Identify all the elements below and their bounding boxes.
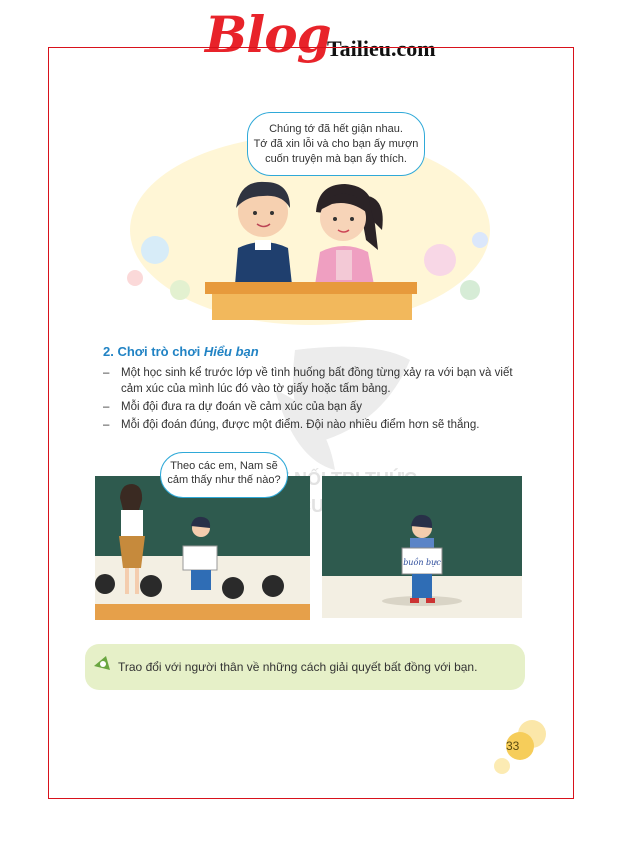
student-head <box>95 574 115 594</box>
logo-site-text: Tailieu.com <box>327 36 436 61</box>
logo-blog-text: Blog <box>205 5 331 64</box>
speech-line: Theo các em, Nam sẽ <box>170 460 278 472</box>
instruction-item: – Một học sinh kể trước lớp về tình huống bất đồng từng xảy ra với bạn và viết cảm xúc của mình lúc đó vào tờ giấy hoặc tấm bảng. <box>103 365 533 397</box>
section-number: 2. Chơi trò chơi <box>103 344 204 359</box>
megaphone-icon <box>92 652 114 674</box>
watermark-line-1: NỐI <box>294 469 327 489</box>
decor-bubble <box>170 280 190 300</box>
page-number: 33 <box>506 739 520 753</box>
decor-bubble <box>460 280 480 300</box>
student-closeup-illustration <box>322 476 522 618</box>
student-head <box>140 575 162 597</box>
student-head <box>262 575 284 597</box>
speech-line: cảm thấy như thế nào? <box>167 474 281 486</box>
speech-line: Chúng tớ đã hết giận nhau. <box>269 123 403 135</box>
speech-line: cuốn truyện mà bạn ấy thích. <box>265 153 407 165</box>
speech-line: Tớ đã xin lỗi và cho bạn ấy mượn <box>253 138 419 150</box>
decor-bubble <box>141 236 169 264</box>
speech-bubble-teacher <box>160 452 288 498</box>
home-activity-text: Trao đổi với người thân về những cách giải quyết bất đồng với bạn. <box>118 660 478 674</box>
decor-bubble <box>472 232 488 248</box>
page-number-decoration <box>488 714 558 784</box>
student-head <box>222 577 244 599</box>
desk-top <box>205 282 417 294</box>
speech-bubble-top <box>247 112 425 176</box>
game-instructions <box>103 365 533 435</box>
feeling-board-text: buồn bực <box>403 558 441 567</box>
decor-bubble <box>127 270 143 286</box>
desk-front <box>212 294 412 320</box>
instruction-item: – Mỗi đội đoán đúng, được một điểm. Đội nào nhiều điểm hơn sẽ thắng. <box>103 417 533 433</box>
decor-bubble <box>424 244 456 276</box>
instruction-item: – Mỗi đội đưa ra dự đoán về cảm xúc của bạn ấy <box>103 399 533 415</box>
section-game-name: Hiểu bạn <box>203 344 259 359</box>
